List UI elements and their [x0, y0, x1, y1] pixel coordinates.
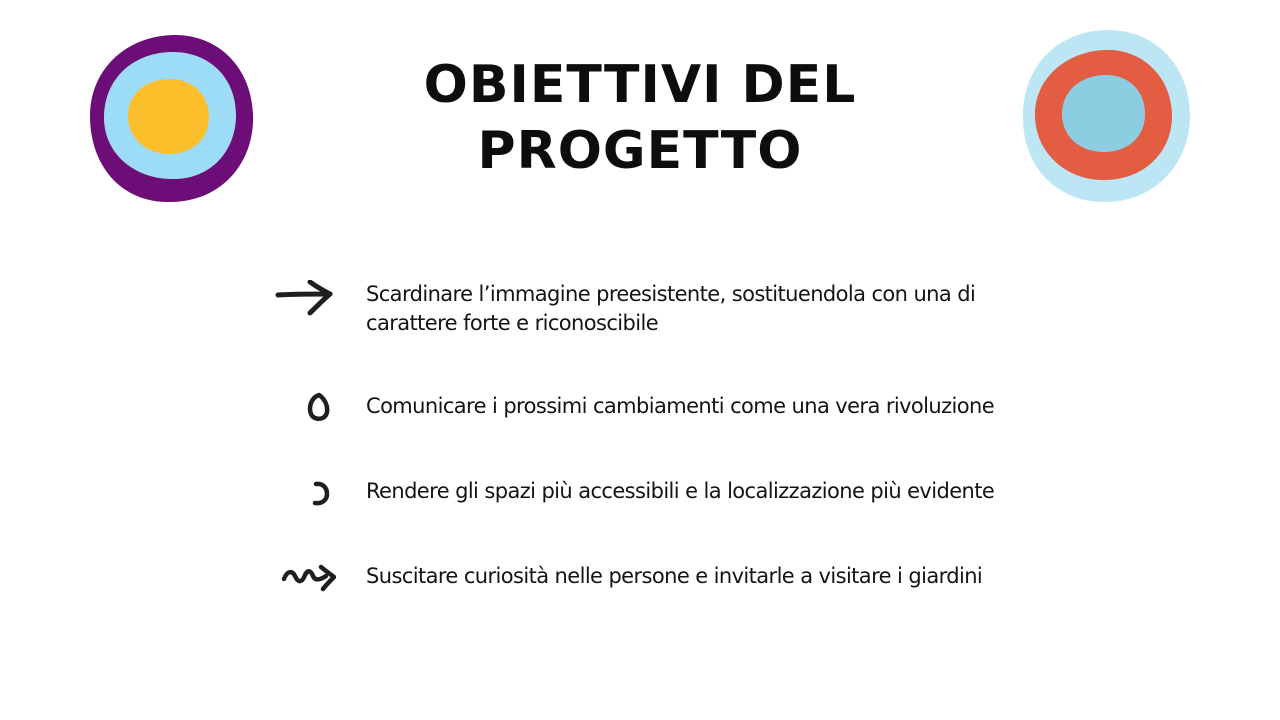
partial-circle-icon: [274, 477, 336, 509]
concentric-circles-right-icon: [1020, 28, 1194, 204]
goal-text: Rendere gli spazi più accessibili e la localizzazione più evidente: [366, 479, 995, 503]
goal-item: [270, 392, 1070, 462]
arrow-right-icon: [274, 280, 336, 320]
goal-item: [270, 280, 1070, 350]
slide-title: OBIETTIVI DEL PROGETTO: [423, 55, 857, 181]
goal-text: Suscitare curiosità nelle persone e invitarle a visitare i giardini: [366, 564, 983, 588]
wavy-arrow-icon: [274, 562, 336, 594]
goal-text: Scardinare l’immagine preesistente, sostituendola con una di carattere forte e riconoscibile: [366, 282, 976, 335]
goal-text: Comunicare i prossimi cambiamenti come una vera rivoluzione: [366, 394, 995, 418]
circle-icon: [274, 392, 336, 422]
goal-item: [270, 477, 1070, 547]
concentric-circles-left-icon: [88, 32, 258, 206]
goal-item: [270, 562, 1070, 632]
